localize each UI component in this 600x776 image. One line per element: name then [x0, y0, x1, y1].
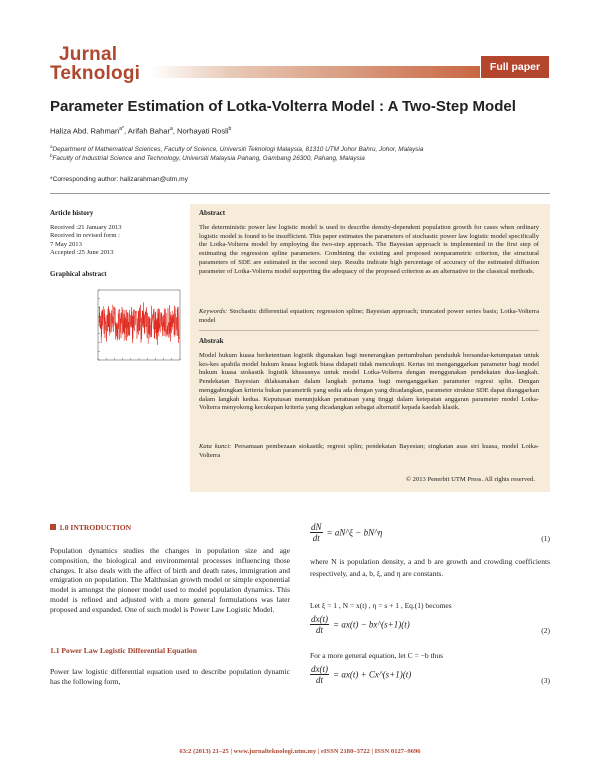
- kata-kunci-text: Persamaan pembezaan stokastik; regresi splin; pendekatan Bayesian; singkatan asas siri kuasa, model Lotka-Volterra: [199, 443, 539, 459]
- subsection-heading: 1.1 Power Law Logistic Differential Equation: [50, 646, 197, 655]
- introduction-heading: [50, 523, 131, 532]
- affiliation-a: [50, 144, 423, 153]
- affiliation-b: [50, 153, 365, 162]
- eq1-number: (1): [541, 534, 550, 543]
- affiliation-a-text: Department of Mathematical Sciences, Faculty of Science, Universiti Teknologi Malaysia, 81310 UTM Johor Bahru, Johor, Malaysia: [52, 146, 424, 154]
- graphical-abstract-heading: Graphical abstract: [50, 270, 107, 278]
- eq3-numerator: dx(t): [311, 664, 328, 674]
- subsection-paragraph: Power law logistic differential equation used to describe population dynamic has the following form,: [50, 667, 290, 686]
- article-history-heading: Article history: [50, 209, 94, 217]
- general-equation-text: For a more general equation, let C = −b thus: [310, 651, 444, 660]
- abstract-divider: [199, 330, 539, 331]
- accepted-date: Accepted :25 June 2013: [50, 248, 114, 256]
- header-gradient-bar: [150, 66, 480, 78]
- author-2-sup: a: [170, 126, 173, 132]
- eq2-numerator: dx(t): [311, 614, 328, 624]
- full-paper-badge: Full paper: [481, 56, 549, 78]
- introduction-paragraph: Population dynamics studies the changes in population size and age composition, the biological and environmental processes influencing those changes. It also deals with the affect of birth and death rates, immigration and emigration on population. The Malthusian growth model or simple exponential model is amongst the pioneer model used to model population dynamics. This model is refined and adjusted with a more general formulations was later proposed and expanded. One of such model is Power Law Logistic Model.: [50, 546, 290, 614]
- graphical-abstract-plot: [88, 288, 184, 374]
- abstrak-keywords: [199, 443, 539, 460]
- eq3-denominator: dt: [315, 675, 323, 685]
- author-2: Arifah Bahar: [127, 126, 170, 136]
- abstract-heading: Abstract: [199, 209, 226, 217]
- author-1-sup: a*: [119, 126, 124, 132]
- revised-date: 7 May 2013: [50, 240, 82, 248]
- author-1: Haliza Abd. Rahman: [50, 126, 120, 136]
- keywords-text: Stochastic differential equation; regression spline; Bayesian approach; truncated power series basis; Lotka-Volterra model: [199, 308, 539, 324]
- abstrak-heading: Abstrak: [199, 337, 224, 345]
- author-3: Norhayati Rosli: [177, 126, 229, 136]
- eq1-numerator: dN: [311, 522, 322, 532]
- kata-kunci-label: Kata kunci:: [199, 443, 232, 450]
- journal-logo-line2: Teknologi: [50, 63, 141, 84]
- eq2-denominator: dt: [315, 625, 323, 635]
- equation-3: [310, 664, 550, 685]
- paper-title: Parameter Estimation of Lotka-Volterra Model : A Two-Step Model: [50, 98, 516, 115]
- equation-2: [310, 614, 550, 635]
- eq2-rhs: = ax(t) − bx^(s+1)(t): [333, 619, 410, 630]
- abstract-text: The deterministic power law logistic model is used to describe density-dependent population growth for cases when ordinary logistic model is found to be insufficient. This paper estimates the parameters of stochastic power law logistic model specifically the Lotka-Volterra model by employing the two-step approach. The Bayesian approach is implemented in the first step of estimating the regression spline parameters. Combining the existing and proposed nonparametric criterion, the structural parameters of SDE are estimated in the second step. Results indicate high percentage of accuracy of the estimated diffusion parameter of Lotka-Volterra model supporting the adequacy of the proposed criterion as an alternative to the classical methods.: [199, 224, 539, 275]
- eq1-rhs: = aN^ξ − bN^η: [326, 527, 383, 538]
- where-text: where N is population density, a and b are growth and crowding coefficients respectively, and a, b, ξ, and η are constants.: [310, 557, 550, 578]
- eq1-denominator: dt: [312, 533, 320, 543]
- section-marker: [50, 524, 56, 530]
- copyright-notice: © 2013 Penerbit UTM Press. All rights reserved.: [406, 476, 535, 483]
- eq3-number: (3): [541, 676, 550, 685]
- corresponding-author: *Corresponding author: halizarahman@utm.my: [50, 176, 188, 183]
- author-list: Haliza Abd. Rahman$^{a*}$, Arifah Bahar$^a$, Norhayati Rosli$^b$: [50, 126, 232, 136]
- affiliation-b-text: Faculty of Industrial Science and Technology, Universiti Malaysia Pahang, Gambang 26300, Pahang, Malaysia: [52, 155, 365, 163]
- revised-label: Received in revised form :: [50, 232, 120, 240]
- abstract-keywords: [199, 308, 539, 325]
- header-divider: [50, 193, 550, 194]
- abstrak-text: Model hukum kuasa berketentuan logistik digunakan bagi menerangkan pertumbuhan penduduk bersandar-ketumpatan untuk kes-kes apabila model hukum kuasa logistik biasa didapati tidak mencukupi. Kertas ini menganggarkan parameter bagi model hukum kuasa stokastik logistik khususnya untuk model Lotka-Volterra dengan menggunakan pendekatan dua-langkah. Pendekatan Bayesian dilaksanakan dalam langkah pertama bagi menganggarkan parameter regresi splin. Dengan menggabungkan kriteria bukan parametrik yang sedia ada dengan yang dicadangkan, parameter struktur SDE dapat dianggarkan dalam langkah kedua. Keputusan menunjukkan peratusan yang tinggi dalam ketepatan anggaran parameter model Lotka-Volterra menyokong kecukupan kriteria yang dicadangkan sebagai alternatif kepada kaedah klasik.: [199, 352, 539, 412]
- affiliation-a-sup: a: [50, 144, 53, 149]
- eq3-rhs: = ax(t) + Cx^(s+1)(t): [333, 669, 412, 680]
- let-text: Let ξ = 1 , N = x(t) , η = s + 1 , Eq.(1) becomes: [310, 601, 452, 610]
- page-footer: 63:2 (2013) 21–25 | www.jurnalteknologi.utm.my | eISSN 2180–3722 | ISSN 0127–9696: [179, 748, 421, 755]
- introduction-heading-text: 1.0 INTRODUCTION: [59, 523, 132, 532]
- eq2-number: (2): [541, 626, 550, 635]
- equation-1: [310, 522, 550, 543]
- affiliation-b-sup: b: [50, 153, 53, 158]
- article-history-list: [50, 224, 122, 257]
- author-3-sup: b: [228, 126, 232, 132]
- received-date: Received :21 January 2013: [50, 224, 122, 231]
- journal-logo-line1: Jurnal: [59, 44, 118, 65]
- keywords-label: Keywords:: [199, 308, 228, 315]
